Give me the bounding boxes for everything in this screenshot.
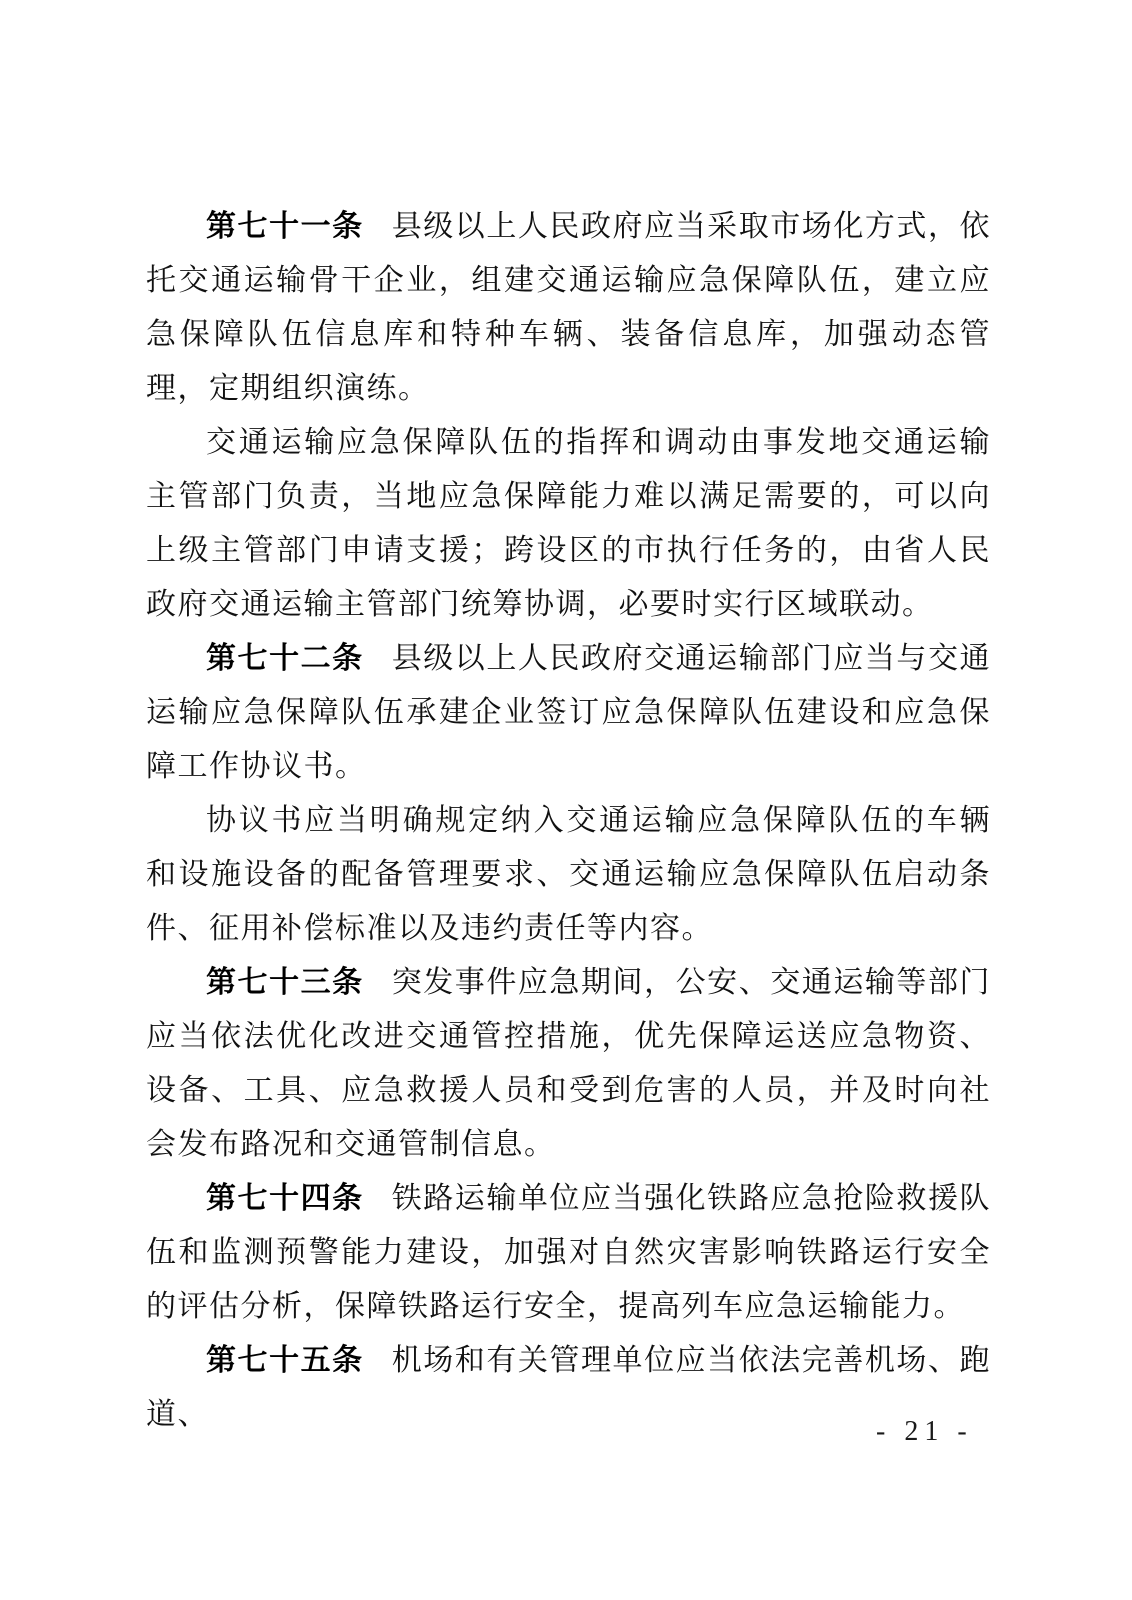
article-number-73: 第七十三条 (206, 966, 364, 999)
paragraph-article-71-continued (146, 416, 991, 632)
article-number-71: 第七十一条 (206, 210, 364, 243)
paragraph-article-72 (146, 632, 991, 794)
paragraph-text: 县级以上人民政府交通运输部门应当与交通运输应急保障队伍承建企业签订应急保障队伍建设和应急保障工作协议书。 (146, 642, 992, 783)
paragraph-text: 突发事件应急期间，公安、交通运输等部门应当依法优化改进交通管控措施，优先保障运送应急物资、设备、工具、应急救援人员和受到危害的人员，并及时向社会发布路况和交通管制信息。 (146, 966, 992, 1161)
article-number-72: 第七十二条 (206, 642, 364, 675)
page-number: - 21 - (876, 1416, 973, 1447)
paragraph-article-71 (146, 200, 991, 416)
article-number-74: 第七十四条 (206, 1182, 364, 1215)
document-body (146, 200, 991, 1442)
paragraph-text: 县级以上人民政府应当采取市场化方式，依托交通运输骨干企业，组建交通运输应急保障队伍，建立应急保障队伍信息库和特种车辆、装备信息库，加强动态管理，定期组织演练。 (146, 210, 992, 405)
article-number-75: 第七十五条 (206, 1344, 364, 1377)
paragraph-article-73 (146, 956, 991, 1172)
paragraph-article-75 (146, 1334, 991, 1442)
paragraph-text: 交通运输应急保障队伍的指挥和调动由事发地交通运输主管部门负责，当地应急保障能力难以满足需要的，可以向上级主管部门申请支援；跨设区的市执行任务的，由省人民政府交通运输主管部门统筹协调，必要时实行区域联动。 (146, 426, 991, 621)
paragraph-article-72-continued (146, 794, 991, 956)
paragraph-text: 铁路运输单位应当强化铁路应急抢险救援队伍和监测预警能力建设，加强对自然灾害影响铁路运行安全的评估分析，保障铁路运行安全，提高列车应急运输能力。 (146, 1182, 992, 1323)
paragraph-text: 机场和有关管理单位应当依法完善机场、跑道、 (146, 1344, 992, 1431)
paragraph-article-74 (146, 1172, 991, 1334)
paragraph-text: 协议书应当明确规定纳入交通运输应急保障队伍的车辆和设施设备的配备管理要求、交通运输应急保障队伍启动条件、征用补偿标准以及违约责任等内容。 (146, 804, 991, 945)
